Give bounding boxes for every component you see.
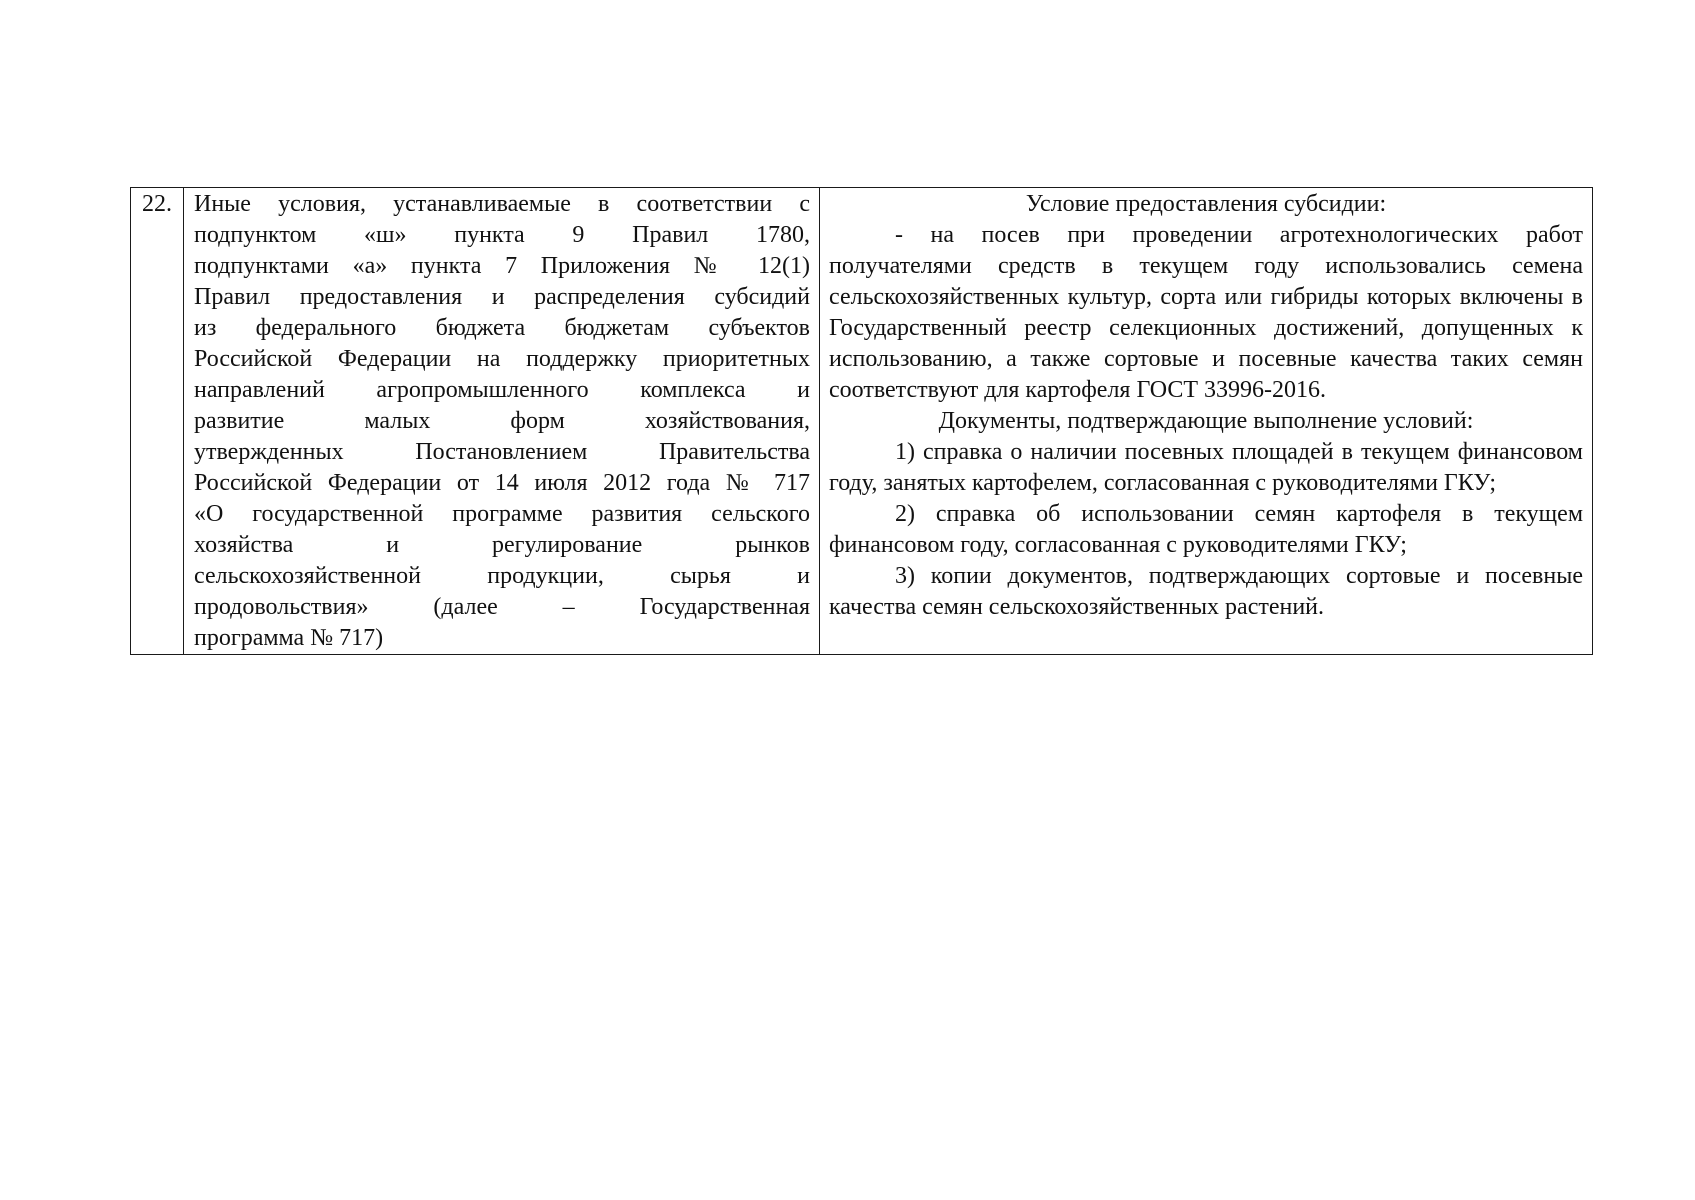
documents-heading: Документы, подтверждающие выполнение условий: (938, 408, 1474, 434)
document-item-1: 1) справка о наличии посевных площадей в текущем финансовом году, занятых картофелем, согласованная с руководителями ГКУ; (829, 439, 1583, 496)
condition-text: - на посев при проведении агротехнологических работ получателями средств в текущем году использовались семена сельскохозяйственных культур, сорта или гибриды которых включены в Государственный реестр селекционных достижений, допущенных к использованию, а также сортовые и посевные качества таких семян соответствуют для картофеля ГОСТ 33996-2016. (829, 222, 1583, 403)
row-number-cell (131, 188, 184, 655)
document-item-3: 3) копии документов, подтверждающих сортовые и посевные качества семян сельскохозяйственных растений. (829, 563, 1583, 620)
left-text-line: утвержденных Постановлением Правительства (194, 439, 810, 465)
conditions-table (130, 187, 1593, 655)
document-item-2: 2) справка об использовании семян картофеля в текущем финансовом году, согласованная с руководителями ГКУ; (829, 501, 1583, 558)
left-text-line: Российской Федерации на поддержку приоритетных (194, 346, 810, 372)
left-text-line: сельскохозяйственной продукции, сырья и (194, 563, 810, 589)
left-text-line: хозяйства и регулирование рынков (194, 532, 810, 558)
left-text-line: «О государственной программе развития сельского (194, 501, 810, 527)
left-text-line: Правил предоставления и распределения субсидий (194, 284, 810, 310)
condition-heading: Условие предоставления субсидии: (1025, 191, 1387, 217)
table-row (131, 188, 1593, 655)
condition-description-cell (184, 188, 820, 655)
left-text-line: продовольствия» (далее – Государственная (194, 594, 810, 620)
left-text-line: развитие малых форм хозяйствования, (194, 408, 810, 434)
left-text-line: из федерального бюджета бюджетам субъектов (194, 315, 810, 341)
left-text-line: подпунктом «ш» пункта 9 Правил 1780, (194, 222, 810, 248)
row-number: 22. (142, 191, 172, 217)
left-text-line: подпунктами «а» пункта 7 Приложения № 12(1) (194, 253, 810, 279)
left-text-line: программа № 717) (194, 625, 384, 651)
condition-details-cell (820, 188, 1593, 655)
left-text-line: Иные условия, устанавливаемые в соответствии с (194, 191, 810, 217)
left-text-line: направлений агропромышленного комплекса и (194, 377, 810, 403)
left-text-line: Российской Федерации от 14 июля 2012 года № 717 (194, 470, 810, 496)
